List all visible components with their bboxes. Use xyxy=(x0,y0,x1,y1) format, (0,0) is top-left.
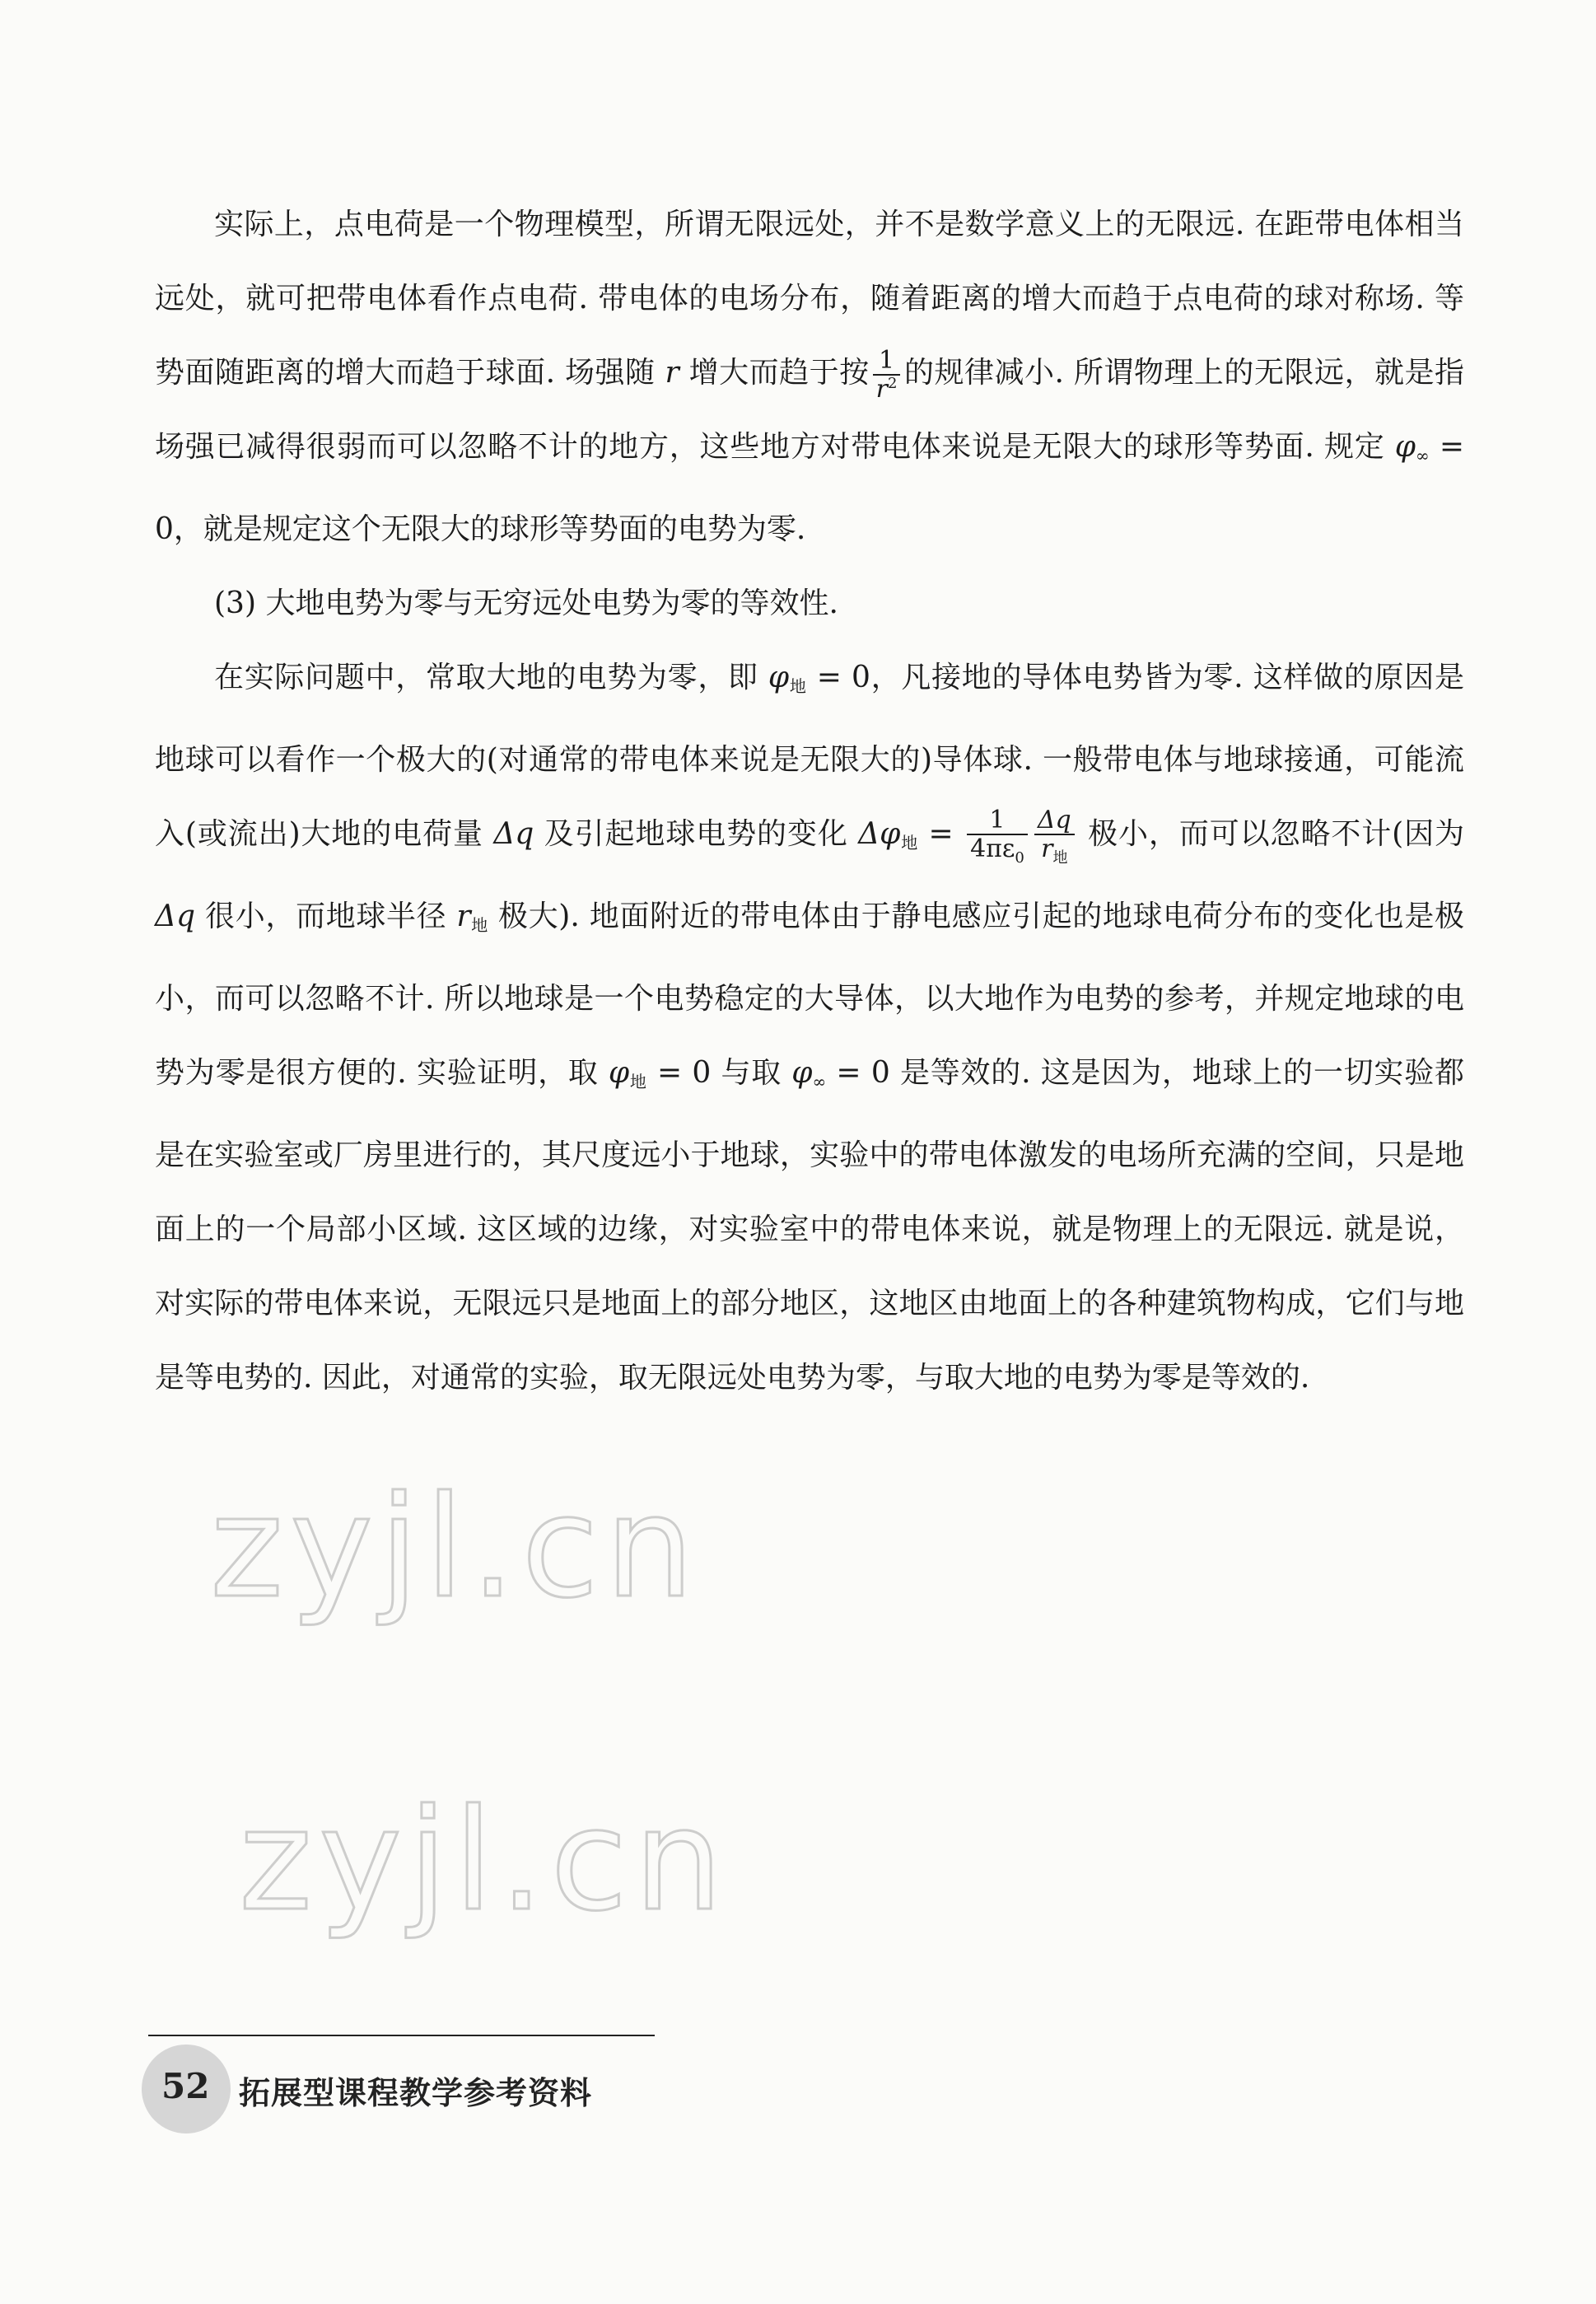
watermark-text: zyjl.cn xyxy=(239,1779,730,1942)
math-delta-q: Δq xyxy=(155,900,196,933)
math-delta-q: Δq xyxy=(493,817,534,851)
fraction-1-over-4pi-eps0 xyxy=(967,806,1028,867)
subscript-infinity: ∞ xyxy=(812,1072,827,1091)
math-delta-phi: Δφ xyxy=(858,817,901,851)
math-var-r: r xyxy=(875,375,889,404)
paragraph-1 xyxy=(155,188,1464,567)
subscript-earth: 地 xyxy=(1052,848,1068,867)
math-var-r: r xyxy=(456,900,471,933)
text-run: 在实际问题中，常取大地的电势为零，即 xyxy=(214,661,758,694)
four-pi-epsilon: 4πε xyxy=(970,834,1015,863)
page-number: 52 xyxy=(161,2066,210,2106)
text-run: 及引起地球电势的变化 xyxy=(544,817,848,851)
fraction-numerator xyxy=(1034,806,1075,835)
footer-rule xyxy=(148,2035,655,2036)
text-run: 极大). 地面附近的带电体由于静电感应引起的地球电荷分布的变化也是极小，而可以忽略不计. 所以地球是一个电势稳定的大导体，以大地作为电势的参考，并规定地球的电势为零是很方便的. 实验证明，取 xyxy=(155,900,1464,1090)
exponent: 2 xyxy=(888,375,898,392)
fraction-numerator: 1 xyxy=(873,347,901,376)
body-text xyxy=(155,188,1464,1415)
text-run: = 0，凡接地的导体电势皆为零. 这样做的原因是地球可以看作一个极大的(对通常的带电体来说是无限大的)导体球. 一般带电体与地球接通，可能流入(或流出)大地的电荷量 xyxy=(155,661,1464,851)
text-run: 增大而趋于按 xyxy=(688,356,870,390)
subscript-earth: 地 xyxy=(629,1072,647,1091)
math-var-phi: φ xyxy=(768,661,790,694)
text-run: 很小，而地球半径 xyxy=(205,900,447,933)
math-var-r: r xyxy=(1041,834,1053,863)
text-run: 的规律减小. 所谓物理上的无限远，就是指场强已减得很弱而可以忽略不计的地方，这些地方对带电体来说是无限大的球形等势面. 规定 xyxy=(155,356,1464,464)
paragraph-3 xyxy=(155,641,1464,1415)
fraction-denominator xyxy=(873,376,901,403)
subscript-earth: 地 xyxy=(900,833,919,853)
fraction-numerator: 1 xyxy=(967,806,1028,835)
text-run: = 0 与取 xyxy=(656,1056,782,1090)
text-run: 极小，而可以忽略不计(因为 xyxy=(1088,817,1465,851)
text-run: = 0 是等效的. 这是因为，地球上的一切实验都是在实验室或厂房里进行的，其尺度远小于地球，实验中的带电体激发的电场所充满的空间，只是地面上的一个局部小区域. 这区域的边缘，对实验室中的带电体来说，就是物理上的无限远. 就是说，对实际的带电体来说，无限远只是地面上的部分地区，这地区由地面上的各种建筑物构成，它们与地是等电势的. 因此，对通常的实验，取无限远处电势为零，与取大地的电势为零是等效的. xyxy=(155,1056,1464,1395)
math-var-phi: φ xyxy=(608,1056,630,1090)
math-var-phi: φ xyxy=(791,1056,813,1090)
text-run: 实际上，点电荷是一个物理模型，所谓无限远处，并不是数学意义上的无限远. 在距带电体相当远处，就可把带电体看作点电荷. 带电体的电场分布，随着距离的增大而趋于点电荷的球对称场. 等势面随距离的增大而趋于球面. 场强随 xyxy=(155,208,1464,390)
fraction-denominator xyxy=(967,835,1028,867)
fraction-1-over-r2 xyxy=(873,347,901,403)
math-var-r: r xyxy=(665,356,679,390)
math-var-phi: φ xyxy=(1394,430,1416,464)
subscript-zero: 0 xyxy=(1015,848,1024,867)
watermark-text: zyjl.cn xyxy=(210,1466,701,1629)
subscript-earth: 地 xyxy=(470,915,488,935)
math-delta-q: Δq xyxy=(1037,805,1071,834)
book-title: 拓展型课程教学参考资料 xyxy=(239,2075,593,2111)
paragraph-2: (3) 大地电势为零与无穷远处电势为零的等效性. xyxy=(214,587,838,620)
fraction-dq-over-r xyxy=(1034,806,1075,867)
fraction-denominator xyxy=(1034,835,1075,867)
text-run: = 0，就是规定这个无限大的球形等势面的电势为零. xyxy=(155,430,1465,546)
equals-sign: = xyxy=(928,817,954,851)
subscript-earth: 地 xyxy=(789,676,807,696)
subscript-infinity: ∞ xyxy=(1415,446,1430,465)
